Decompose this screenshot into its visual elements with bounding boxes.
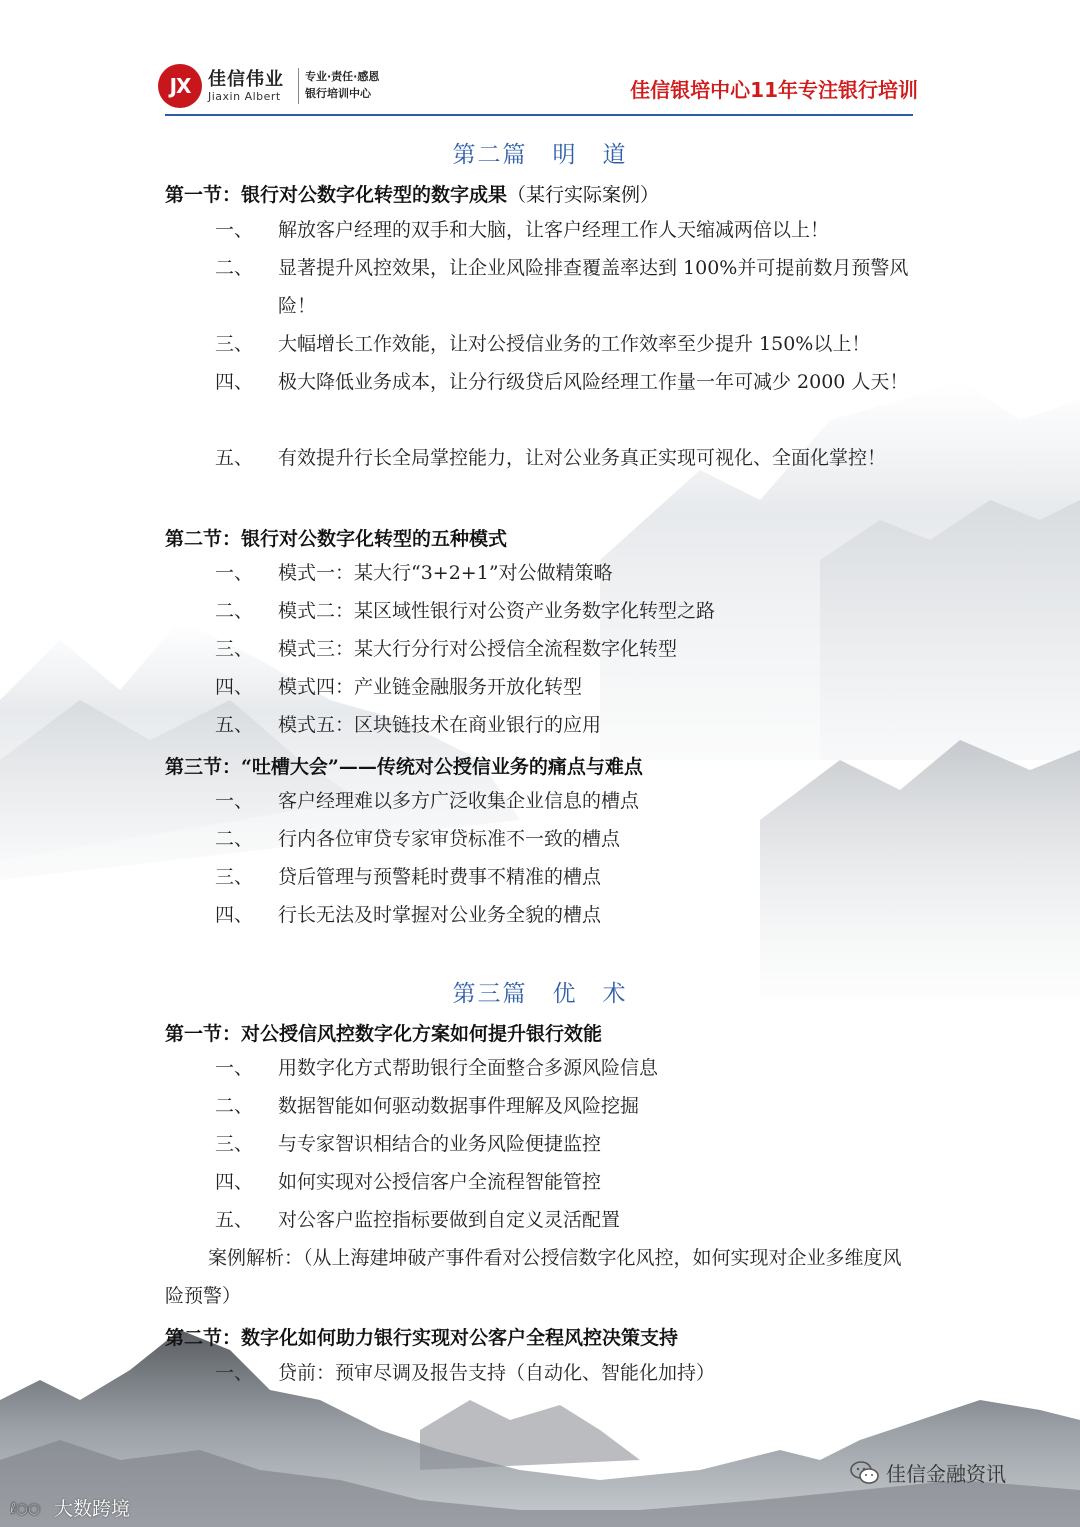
part2-section3-heading: 第三节：“吐槽大会”——传统对公授信业务的痛点与难点 bbox=[165, 756, 643, 778]
slogan-line-1: 专业·责任·感恩 bbox=[305, 70, 380, 83]
item-number: 三、 bbox=[215, 638, 254, 660]
list-item bbox=[215, 630, 925, 668]
item-number: 一、 bbox=[215, 219, 254, 241]
item-text: 显著提升风控效果，让企业风险排查覆盖率达到 100%并可提前数月预警风险！ bbox=[278, 257, 909, 317]
item-number: 一、 bbox=[215, 1362, 254, 1384]
watermark-right-text: 佳信金融资讯 bbox=[886, 1462, 1006, 1486]
item-number: 一、 bbox=[215, 1057, 254, 1079]
part3-section2-heading: 第二节：数字化如何助力银行实现对公客户全程风控决策支持 bbox=[165, 1327, 679, 1349]
list-item bbox=[215, 668, 925, 706]
list-item bbox=[215, 1163, 925, 1201]
list-item bbox=[215, 1201, 925, 1239]
part2-section2-heading: 第二节：银行对公数字化转型的五种模式 bbox=[165, 528, 508, 550]
list-item bbox=[215, 858, 925, 896]
item-number: 一、 bbox=[215, 790, 254, 812]
item-text: 大幅增长工作效能，让对公授信业务的工作效率至少提升 150%以上！ bbox=[278, 333, 871, 355]
item-text: 贷前：预审尽调及报告支持（自动化、智能化加持） bbox=[278, 1362, 716, 1384]
item-number: 三、 bbox=[215, 1133, 254, 1155]
item-number: 四、 bbox=[215, 676, 254, 698]
item-number: 三、 bbox=[215, 333, 254, 355]
wechat-icon bbox=[850, 1460, 880, 1486]
part2-section1-heading bbox=[165, 180, 659, 207]
item-number: 五、 bbox=[215, 1209, 254, 1231]
item-text: 解放客户经理的双手和大脑，让客户经理工作人天缩减两倍以上！ bbox=[278, 219, 830, 241]
item-number: 二、 bbox=[215, 1095, 254, 1117]
item-text: 如何实现对公授信客户全流程智能管控 bbox=[278, 1171, 602, 1193]
list-item bbox=[215, 782, 925, 820]
list-item bbox=[215, 325, 925, 363]
item-text: 对公客户监控指标要做到自定义灵活配置 bbox=[278, 1209, 621, 1231]
list-item bbox=[215, 592, 925, 630]
list-item bbox=[215, 1087, 925, 1125]
item-number: 四、 bbox=[215, 371, 254, 393]
case-analysis: 案例解析：（从上海建坤破产事件看对公授信数字化风控，如何实现对企业多维度风险预警） bbox=[165, 1247, 902, 1307]
list-item bbox=[215, 1125, 925, 1163]
item-text: 行长无法及时掌握对公业务全貌的槽点 bbox=[278, 904, 602, 926]
list-item bbox=[215, 896, 925, 934]
list-item bbox=[215, 820, 925, 858]
item-number: 二、 bbox=[215, 257, 254, 279]
slogan-line-2: 银行培训中心 bbox=[305, 87, 371, 100]
item-text: 模式三：某大行分行对公授信全流程数字化转型 bbox=[278, 638, 678, 660]
watermark-left bbox=[10, 1494, 130, 1521]
page-header bbox=[158, 60, 918, 112]
item-number: 五、 bbox=[215, 447, 254, 469]
item-text: 模式四：产业链金融服务开放化转型 bbox=[278, 676, 583, 698]
item-text: 行内各位审贷专家审贷标准不一致的槽点 bbox=[278, 828, 621, 850]
brand-logo-mark: JX bbox=[158, 64, 202, 108]
item-text: 贷后管理与预警耗时费事不精准的槽点 bbox=[278, 866, 602, 888]
item-text: 与专家智识相结合的业务风险便捷监控 bbox=[278, 1133, 602, 1155]
item-number: 二、 bbox=[215, 828, 254, 850]
item-text: 极大降低业务成本，让分行级贷后风险经理工作量一年可减少 2000 人天！ bbox=[278, 371, 909, 393]
header-rule bbox=[165, 114, 913, 116]
watermark-left-text: 大数跨境 bbox=[54, 1498, 131, 1520]
part2-title: 第二篇 明 道 bbox=[452, 142, 628, 168]
item-text: 用数字化方式帮助银行全面整合多源风险信息 bbox=[278, 1057, 659, 1079]
list-item bbox=[215, 249, 925, 325]
list-item bbox=[215, 706, 925, 744]
list-item bbox=[215, 1049, 925, 1087]
logo-divider bbox=[298, 68, 299, 104]
item-number: 四、 bbox=[215, 904, 254, 926]
watermark-right bbox=[850, 1458, 1006, 1487]
list-item bbox=[215, 363, 925, 401]
list-item bbox=[215, 211, 925, 249]
item-text: 有效提升行长全局掌控能力，让对公业务真正实现可视化、全面化掌控！ bbox=[278, 447, 887, 469]
brand-name-en: Jiaxin Albert bbox=[208, 90, 281, 103]
item-text: 模式五：区块链技术在商业银行的应用 bbox=[278, 714, 602, 736]
item-text: 客户经理难以多方广泛收集企业信息的槽点 bbox=[278, 790, 640, 812]
brand-slogan bbox=[305, 68, 379, 102]
item-number: 二、 bbox=[215, 600, 254, 622]
section-title: 第一节：银行对公数字化转型的数字成果 bbox=[165, 184, 508, 206]
part3-section1-heading: 第一节：对公授信风控数字化方案如何提升银行效能 bbox=[165, 1023, 603, 1045]
item-text: 模式一：某大行“3+2+1”对公做精策略 bbox=[278, 562, 613, 584]
item-number: 三、 bbox=[215, 866, 254, 888]
item-number: 一、 bbox=[215, 562, 254, 584]
item-number: 五、 bbox=[215, 714, 254, 736]
brand-name-cn: 佳信伟业 bbox=[208, 69, 284, 90]
watermark-logo-icon bbox=[10, 1499, 50, 1517]
section-note: （某行实际案例） bbox=[507, 184, 660, 206]
list-item bbox=[215, 554, 925, 592]
part3-title: 第三篇 优 术 bbox=[452, 981, 628, 1007]
item-text: 数据智能如何驱动数据事件理解及风险挖掘 bbox=[278, 1095, 640, 1117]
list-item bbox=[215, 1354, 925, 1392]
item-number: 四、 bbox=[215, 1171, 254, 1193]
item-text: 模式二：某区域性银行对公资产业务数字化转型之路 bbox=[278, 600, 716, 622]
header-tagline: 佳信银培中心11年专注银行培训 bbox=[630, 78, 918, 102]
list-item bbox=[215, 439, 925, 477]
svg-text:ℓ○○: ℓ○○ bbox=[10, 1500, 41, 1517]
